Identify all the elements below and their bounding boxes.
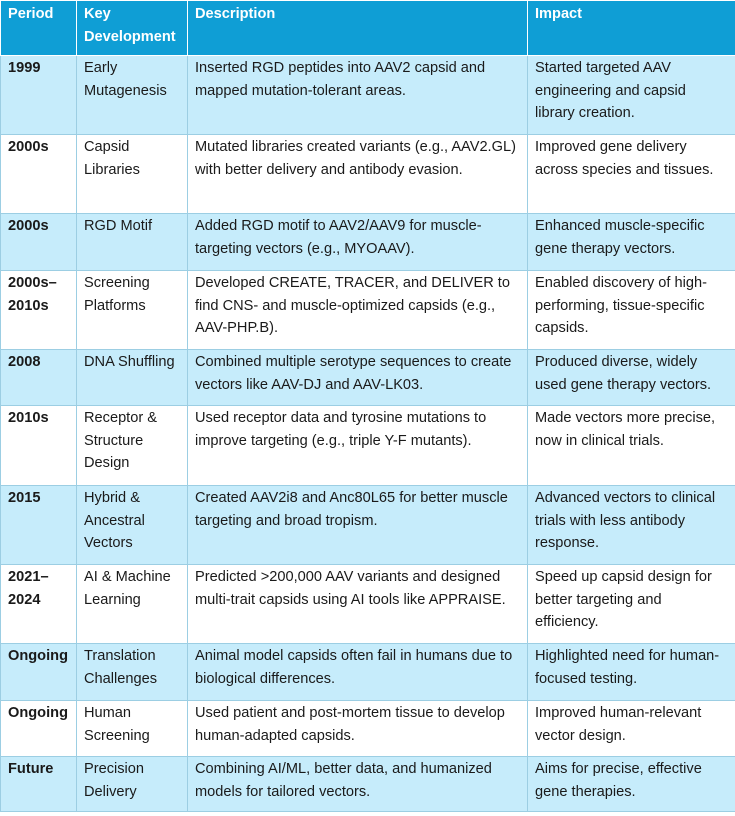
period-cell: 2008: [1, 350, 77, 406]
impact-cell: Aims for precise, effective gene therapies.: [528, 757, 735, 812]
impact-cell: Made vectors more precise, now in clinical trials.: [528, 406, 735, 486]
development-cell: Receptor & Structure Design: [77, 406, 188, 486]
impact-cell: Enhanced muscle-specific gene therapy vectors.: [528, 214, 735, 271]
table-row: [1, 214, 735, 271]
period-cell: 2000s: [1, 214, 77, 271]
table-row: [1, 56, 735, 135]
description-cell: Developed CREATE, TRACER, and DELIVER to find CNS- and muscle-optimized capsids (e.g., AAV-PHP.B).: [188, 271, 528, 350]
impact-cell: Produced diverse, widely used gene therapy vectors.: [528, 350, 735, 406]
description-cell: Combining AI/ML, better data, and humanized models for tailored vectors.: [188, 757, 528, 812]
table-row: [1, 135, 735, 214]
period-cell: 2000s: [1, 135, 77, 214]
description-cell: Predicted >200,000 AAV variants and designed multi-trait capsids using AI tools like APPRAISE.: [188, 565, 528, 644]
impact-cell: Advanced vectors to clinical trials with less antibody response.: [528, 486, 735, 565]
description-cell: Added RGD motif to AAV2/AAV9 for muscle-targeting vectors (e.g., MYOAAV).: [188, 214, 528, 271]
table-row: [1, 271, 735, 350]
table-row: [1, 757, 735, 812]
period-cell: Ongoing: [1, 644, 77, 701]
table-row: [1, 486, 735, 565]
description-cell: Mutated libraries created variants (e.g., AAV2.GL) with better delivery and antibody evasion.: [188, 135, 528, 214]
period-cell: 2000s–2010s: [1, 271, 77, 350]
impact-cell: Highlighted need for human-focused testing.: [528, 644, 735, 701]
table-row: [1, 406, 735, 486]
development-cell: AI & Machine Learning: [77, 565, 188, 644]
description-cell: Combined multiple serotype sequences to create vectors like AAV-DJ and AAV-LK03.: [188, 350, 528, 406]
header-row: [1, 1, 735, 56]
period-cell: Ongoing: [1, 701, 77, 757]
development-cell: Early Mutagenesis: [77, 56, 188, 135]
description-cell: Created AAV2i8 and Anc80L65 for better muscle targeting and broad tropism.: [188, 486, 528, 565]
description-cell: Used receptor data and tyrosine mutations to improve targeting (e.g., triple Y-F mutants).: [188, 406, 528, 486]
description-cell: Used patient and post-mortem tissue to develop human-adapted capsids.: [188, 701, 528, 757]
table-row: [1, 644, 735, 701]
header-period: Period: [1, 1, 77, 56]
development-cell: Translation Challenges: [77, 644, 188, 701]
period-cell: 2010s: [1, 406, 77, 486]
impact-cell: Improved human-relevant vector design.: [528, 701, 735, 757]
period-cell: 2015: [1, 486, 77, 565]
description-cell: Animal model capsids often fail in humans due to biological differences.: [188, 644, 528, 701]
header-description: Description: [188, 1, 528, 56]
impact-cell: Speed up capsid design for better targeting and efficiency.: [528, 565, 735, 644]
development-cell: Hybrid & Ancestral Vectors: [77, 486, 188, 565]
impact-cell: Started targeted AAV engineering and capsid library creation.: [528, 56, 735, 135]
development-cell: Human Screening: [77, 701, 188, 757]
impact-cell: Improved gene delivery across species and tissues.: [528, 135, 735, 214]
period-cell: 1999: [1, 56, 77, 135]
table-header: [1, 1, 735, 56]
header-key-development: Key Development: [77, 1, 188, 56]
development-cell: Capsid Libraries: [77, 135, 188, 214]
table-row: [1, 565, 735, 644]
header-impact: Impact: [528, 1, 735, 56]
description-cell: Inserted RGD peptides into AAV2 capsid and mapped mutation-tolerant areas.: [188, 56, 528, 135]
development-cell: Precision Delivery: [77, 757, 188, 812]
development-cell: DNA Shuffling: [77, 350, 188, 406]
table-row: [1, 350, 735, 406]
development-cell: RGD Motif: [77, 214, 188, 271]
period-cell: Future: [1, 757, 77, 812]
development-cell: Screening Platforms: [77, 271, 188, 350]
table-body: [1, 56, 735, 812]
impact-cell: Enabled discovery of high-performing, tissue-specific capsids.: [528, 271, 735, 350]
period-cell: 2021–2024: [1, 565, 77, 644]
table-row: [1, 701, 735, 757]
